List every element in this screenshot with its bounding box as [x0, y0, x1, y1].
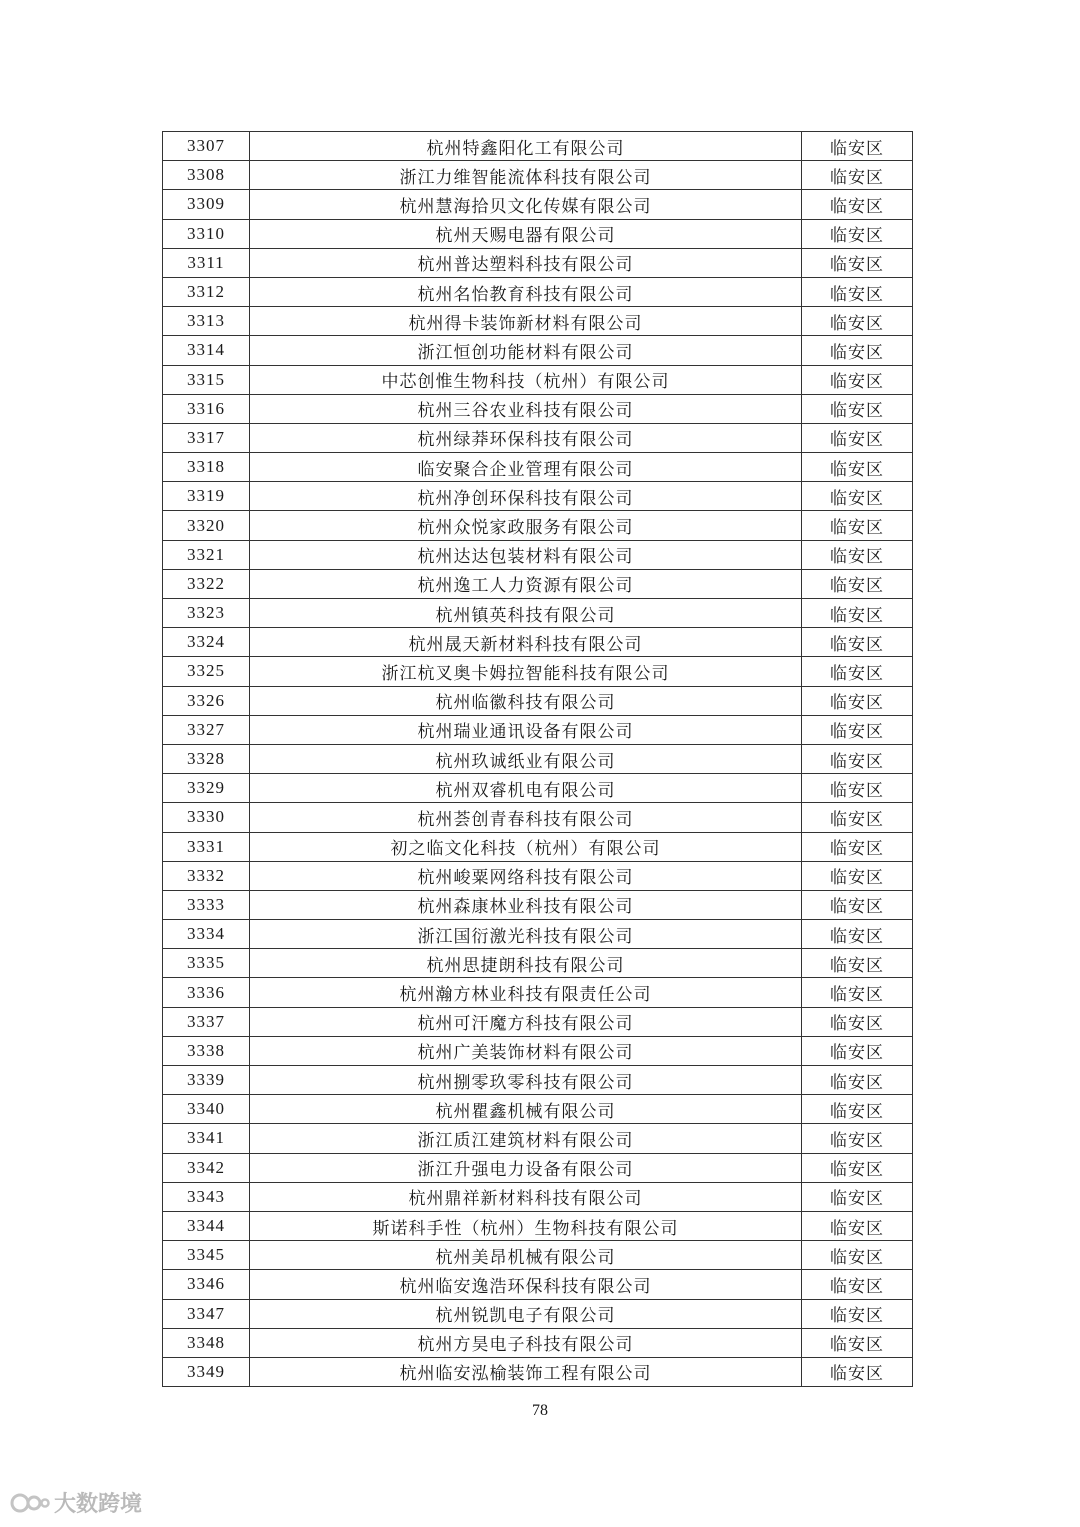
company-name: 浙江恒创功能材料有限公司 [250, 336, 802, 365]
table-row [163, 628, 913, 657]
district: 临安区 [802, 482, 913, 511]
company-name: 杭州瀚方林业科技有限责任公司 [250, 978, 802, 1007]
row-number: 3346 [163, 1270, 250, 1299]
table-row [163, 599, 913, 628]
company-name: 杭州鼎祥新材料科技有限公司 [250, 1182, 802, 1211]
row-number: 3313 [163, 307, 250, 336]
company-name: 杭州临徽科技有限公司 [250, 686, 802, 715]
company-name: 杭州逸工人力资源有限公司 [250, 569, 802, 598]
row-number: 3323 [163, 599, 250, 628]
district: 临安区 [802, 774, 913, 803]
district: 临安区 [802, 1357, 913, 1386]
row-number: 3335 [163, 949, 250, 978]
table-row [163, 1328, 913, 1357]
district: 临安区 [802, 569, 913, 598]
district: 临安区 [802, 832, 913, 861]
district: 临安区 [802, 161, 913, 190]
district: 临安区 [802, 1211, 913, 1240]
table-row [163, 511, 913, 540]
company-name: 杭州三谷农业科技有限公司 [250, 394, 802, 423]
row-number: 3311 [163, 248, 250, 277]
table-row [163, 277, 913, 306]
row-number: 3345 [163, 1241, 250, 1270]
table-row [163, 1182, 913, 1211]
row-number: 3331 [163, 832, 250, 861]
company-name: 杭州特鑫阳化工有限公司 [250, 132, 802, 161]
company-name: 杭州广美装饰材料有限公司 [250, 1036, 802, 1065]
company-name: 杭州普达塑料科技有限公司 [250, 248, 802, 277]
table-row [163, 774, 913, 803]
table-row [163, 219, 913, 248]
table-row [163, 1124, 913, 1153]
row-number: 3325 [163, 657, 250, 686]
district: 临安区 [802, 1066, 913, 1095]
table-body [163, 132, 913, 1387]
row-number: 3308 [163, 161, 250, 190]
company-name: 浙江杭叉奥卡姆拉智能科技有限公司 [250, 657, 802, 686]
table-row [163, 569, 913, 598]
district: 临安区 [802, 248, 913, 277]
table-row [163, 1241, 913, 1270]
row-number: 3348 [163, 1328, 250, 1357]
district: 临安区 [802, 423, 913, 452]
row-number: 3333 [163, 890, 250, 919]
company-name: 杭州慧海拾贝文化传媒有限公司 [250, 190, 802, 219]
company-name: 杭州众悦家政服务有限公司 [250, 511, 802, 540]
company-name: 杭州得卡装饰新材料有限公司 [250, 307, 802, 336]
company-name: 杭州锐凯电子有限公司 [250, 1299, 802, 1328]
company-name: 杭州达达包装材料有限公司 [250, 540, 802, 569]
row-number: 3317 [163, 423, 250, 452]
row-number: 3326 [163, 686, 250, 715]
logo-icon [10, 1490, 50, 1516]
company-name: 杭州瑞业通讯设备有限公司 [250, 715, 802, 744]
district: 临安区 [802, 511, 913, 540]
district: 临安区 [802, 715, 913, 744]
district: 临安区 [802, 686, 913, 715]
company-name: 杭州临安逸浩环保科技有限公司 [250, 1270, 802, 1299]
table-row [163, 861, 913, 890]
table-row [163, 1095, 913, 1124]
district: 临安区 [802, 365, 913, 394]
company-name: 杭州美昂机械有限公司 [250, 1241, 802, 1270]
page-number: 78 [532, 1402, 548, 1419]
district: 临安区 [802, 890, 913, 919]
row-number: 3334 [163, 920, 250, 949]
company-name: 杭州思捷朗科技有限公司 [250, 949, 802, 978]
company-table [162, 131, 913, 1387]
district: 临安区 [802, 920, 913, 949]
district: 临安区 [802, 1241, 913, 1270]
table-row [163, 1153, 913, 1182]
row-number: 3347 [163, 1299, 250, 1328]
company-name: 浙江质江建筑材料有限公司 [250, 1124, 802, 1153]
company-name: 杭州玖诚纸业有限公司 [250, 744, 802, 773]
table-row [163, 190, 913, 219]
company-name: 浙江力维智能流体科技有限公司 [250, 161, 802, 190]
row-number: 3349 [163, 1357, 250, 1386]
row-number: 3337 [163, 1007, 250, 1036]
row-number: 3343 [163, 1182, 250, 1211]
watermark-text: 大数跨境 [54, 1492, 143, 1517]
district: 临安区 [802, 394, 913, 423]
row-number: 3338 [163, 1036, 250, 1065]
row-number: 3318 [163, 453, 250, 482]
district: 临安区 [802, 861, 913, 890]
row-number: 3327 [163, 715, 250, 744]
row-number: 3314 [163, 336, 250, 365]
table-row [163, 657, 913, 686]
district: 临安区 [802, 1007, 913, 1036]
district: 临安区 [802, 277, 913, 306]
table-row [163, 1270, 913, 1299]
table-row [163, 1007, 913, 1036]
company-name: 杭州方昊电子科技有限公司 [250, 1328, 802, 1357]
row-number: 3329 [163, 774, 250, 803]
district: 临安区 [802, 628, 913, 657]
company-name: 杭州天赐电器有限公司 [250, 219, 802, 248]
company-name: 杭州镇英科技有限公司 [250, 599, 802, 628]
district: 临安区 [802, 1270, 913, 1299]
row-number: 3339 [163, 1066, 250, 1095]
table-row [163, 540, 913, 569]
table-row [163, 161, 913, 190]
district: 临安区 [802, 744, 913, 773]
table-row [163, 1357, 913, 1386]
district: 临安区 [802, 949, 913, 978]
company-name: 杭州临安泓榆装饰工程有限公司 [250, 1357, 802, 1386]
table-row [163, 1036, 913, 1065]
row-number: 3319 [163, 482, 250, 511]
row-number: 3341 [163, 1124, 250, 1153]
district: 临安区 [802, 190, 913, 219]
district: 临安区 [802, 1036, 913, 1065]
company-name: 临安聚合企业管理有限公司 [250, 453, 802, 482]
district: 临安区 [802, 1299, 913, 1328]
district: 临安区 [802, 336, 913, 365]
company-list-sheet [162, 131, 911, 1387]
district: 临安区 [802, 307, 913, 336]
district: 临安区 [802, 453, 913, 482]
company-name: 杭州瞿鑫机械有限公司 [250, 1095, 802, 1124]
table-row [163, 744, 913, 773]
row-number: 3340 [163, 1095, 250, 1124]
company-name: 杭州双睿机电有限公司 [250, 774, 802, 803]
table-row [163, 132, 913, 161]
table-row [163, 453, 913, 482]
table-row [163, 978, 913, 1007]
row-number: 3320 [163, 511, 250, 540]
table-row [163, 920, 913, 949]
district: 临安区 [802, 657, 913, 686]
company-name: 浙江国衍激光科技有限公司 [250, 920, 802, 949]
row-number: 3307 [163, 132, 250, 161]
table-row [163, 890, 913, 919]
row-number: 3321 [163, 540, 250, 569]
district: 临安区 [802, 132, 913, 161]
table-row [163, 832, 913, 861]
row-number: 3330 [163, 803, 250, 832]
district: 临安区 [802, 219, 913, 248]
row-number: 3310 [163, 219, 250, 248]
table-row [163, 1066, 913, 1095]
row-number: 3312 [163, 277, 250, 306]
district: 临安区 [802, 1153, 913, 1182]
company-name: 中芯创惟生物科技（杭州）有限公司 [250, 365, 802, 394]
row-number: 3322 [163, 569, 250, 598]
district: 临安区 [802, 978, 913, 1007]
table-row [163, 482, 913, 511]
table-row [163, 423, 913, 452]
district: 临安区 [802, 803, 913, 832]
row-number: 3342 [163, 1153, 250, 1182]
company-name: 杭州捌零玖零科技有限公司 [250, 1066, 802, 1095]
district: 临安区 [802, 1124, 913, 1153]
table-row [163, 248, 913, 277]
company-name: 杭州可汗魔方科技有限公司 [250, 1007, 802, 1036]
row-number: 3316 [163, 394, 250, 423]
district: 临安区 [802, 1182, 913, 1211]
table-row [163, 949, 913, 978]
watermark [10, 1487, 142, 1518]
table-row [163, 365, 913, 394]
row-number: 3324 [163, 628, 250, 657]
table-row [163, 1299, 913, 1328]
company-name: 浙江升强电力设备有限公司 [250, 1153, 802, 1182]
table-row [163, 715, 913, 744]
company-name: 杭州晟天新材料科技有限公司 [250, 628, 802, 657]
row-number: 3328 [163, 744, 250, 773]
company-name: 杭州森康林业科技有限公司 [250, 890, 802, 919]
table-row [163, 803, 913, 832]
table-row [163, 1211, 913, 1240]
company-name: 杭州净创环保科技有限公司 [250, 482, 802, 511]
row-number: 3336 [163, 978, 250, 1007]
table-row [163, 686, 913, 715]
table-row [163, 336, 913, 365]
district: 临安区 [802, 540, 913, 569]
district: 临安区 [802, 1095, 913, 1124]
row-number: 3309 [163, 190, 250, 219]
row-number: 3315 [163, 365, 250, 394]
company-name: 初之临文化科技（杭州）有限公司 [250, 832, 802, 861]
table-row [163, 307, 913, 336]
row-number: 3344 [163, 1211, 250, 1240]
company-name: 杭州峻粟网络科技有限公司 [250, 861, 802, 890]
company-name: 斯诺科手性（杭州）生物科技有限公司 [250, 1211, 802, 1240]
table-row [163, 394, 913, 423]
company-name: 杭州荟创青春科技有限公司 [250, 803, 802, 832]
district: 临安区 [802, 1328, 913, 1357]
company-name: 杭州名怡教育科技有限公司 [250, 277, 802, 306]
company-name: 杭州绿莽环保科技有限公司 [250, 423, 802, 452]
district: 临安区 [802, 599, 913, 628]
row-number: 3332 [163, 861, 250, 890]
